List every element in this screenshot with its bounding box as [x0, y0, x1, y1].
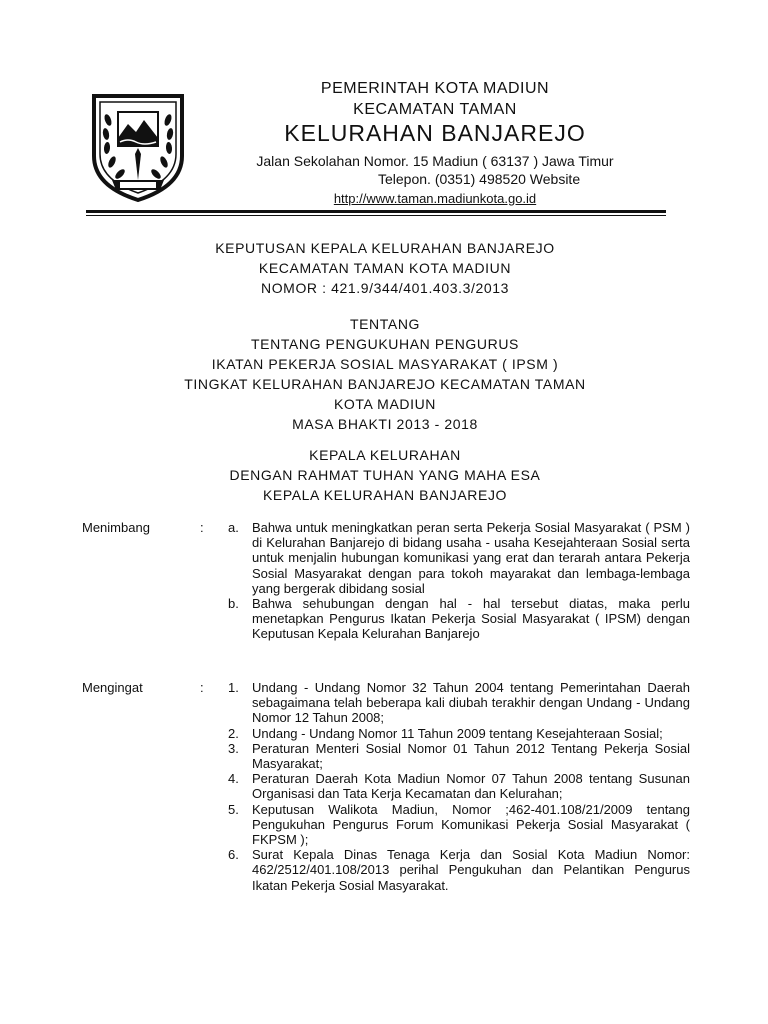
section-label: Mengingat	[82, 680, 143, 695]
decree-title	[60, 238, 710, 298]
letterhead-district: KECAMATAN TAMAN	[353, 101, 517, 118]
letterhead-divider-thick	[86, 210, 666, 213]
letterhead-phone: Telepon. (0351) 498520 Website	[378, 171, 581, 187]
list-item-text: Peraturan Menteri Sosial Nomor 01 Tahun 2012 Tentang Pekerja Sosial Masyarakat;	[252, 740, 690, 772]
list-item	[228, 771, 690, 801]
list-item-marker: 1.	[228, 680, 239, 695]
list-item	[228, 802, 690, 848]
letterhead-divider-thin	[86, 215, 666, 216]
letterhead-government: PEMERINTAH KOTA MADIUN	[320, 80, 550, 97]
list-item-marker: b.	[228, 596, 239, 612]
list-item-marker: 6.	[228, 847, 239, 863]
list-item	[228, 520, 690, 596]
preamble-line: KEPALA KELURAHAN BANJAREJO	[262, 487, 508, 503]
list-item-text: Keputusan Walikota Madiun, Nomor ;462-401.108/21/2009 tentang Pengukuhan Pengurus Forum Komunikasi Pekerja Sosial Masyarakat ( FKPSM );	[252, 801, 690, 848]
preamble-line: KEPALA KELURAHAN	[309, 447, 461, 463]
letterhead-website-link[interactable]: http://www.taman.madiunkota.go.id	[333, 191, 537, 206]
decree-number: NOMOR : 421.9/344/401.403.3/2013	[260, 280, 510, 296]
list-item-marker: 3.	[228, 740, 239, 756]
section-label: Menimbang	[82, 520, 150, 535]
section-colon: :	[200, 520, 204, 535]
decree-line: KEPUTUSAN KEPALA KELURAHAN BANJAREJO	[215, 240, 555, 256]
subject-line: TINGKAT KELURAHAN BANJAREJO KECAMATAN TAMAN	[184, 376, 586, 392]
list-item	[228, 596, 690, 642]
decree-subject	[60, 314, 710, 434]
city-emblem-icon	[86, 90, 190, 202]
list-item-text: Undang - Undang Nomor 11 Tahun 2009 tentang Kesejahteraan Sosial;	[252, 725, 663, 741]
subject-period: MASA BHAKTI 2013 - 2018	[292, 416, 478, 432]
menimbang-list	[228, 520, 690, 642]
list-item-marker: 4.	[228, 771, 239, 787]
mengingat-list	[228, 680, 690, 893]
decree-preamble	[60, 445, 710, 505]
subject-line: IKATAN PEKERJA SOSIAL MASYARAKAT ( IPSM )	[211, 356, 559, 372]
section-colon: :	[200, 680, 204, 695]
list-item	[228, 741, 690, 771]
list-item	[228, 680, 690, 726]
decree-line: KECAMATAN TAMAN KOTA MADIUN	[258, 260, 512, 276]
list-item-marker: 5.	[228, 801, 239, 817]
list-item-text: Bahwa sehubungan dengan hal - hal tersebut diatas, maka perlu menetapkan Pengurus Ikatan Pekerja Sosial Masyarakat ( IPSM) dengan Keputusan Kepala Kelurahan Banjarejo	[252, 596, 690, 642]
list-item-text: Surat Kepala Dinas Tenaga Kerja dan Sosial Kota Madiun Nomor: 462/2512/401.108/2013 perihal Pengukuhan dan Pelantikan Pengurus Ikatan Pekerja Sosial Masyarakat.	[252, 847, 690, 893]
subject-line: TENTANG PENGUKUHAN PENGURUS	[251, 336, 519, 352]
subject-line: TENTANG	[349, 316, 421, 332]
list-item-marker: 2.	[228, 725, 239, 741]
letterhead-village: KELURAHAN BANJAREJO	[284, 120, 586, 146]
letterhead-address: Jalan Sekolahan Nomor. 15 Madiun ( 63137 ) Jawa Timur	[256, 153, 614, 169]
preamble-line: DENGAN RAHMAT TUHAN YANG MAHA ESA	[229, 467, 541, 483]
list-item-text: Bahwa untuk meningkatkan peran serta Pekerja Sosial Masyarakat ( PSM ) di Kelurahan Banjarejo di bidang usaha - usaha Kesejahteraan Sosial serta untuk menjalin hubungan komunikasi yang erat dan terarah antara Pekerja Sosial Masyarakat dengan para tokoh mayarakat dan lembaga-lembaga yang bergerak dibidang sosial	[252, 520, 690, 596]
list-item	[228, 847, 690, 893]
list-item-marker: a.	[228, 520, 239, 535]
subject-line: KOTA MADIUN	[333, 396, 437, 412]
list-item-text: Peraturan Daerah Kota Madiun Nomor 07 Tahun 2008 tentang Susunan Organisasi dan Tata Kerja Kecamatan dan Kelurahan;	[252, 771, 690, 802]
list-item	[228, 726, 690, 741]
list-item-text: Undang - Undang Nomor 32 Tahun 2004 tentang Pemerintahan Daerah sebagaimana telah beberapa kali diubah terakhir dengan Undang - Undang Nomor 12 Tahun 2008;	[252, 680, 690, 726]
